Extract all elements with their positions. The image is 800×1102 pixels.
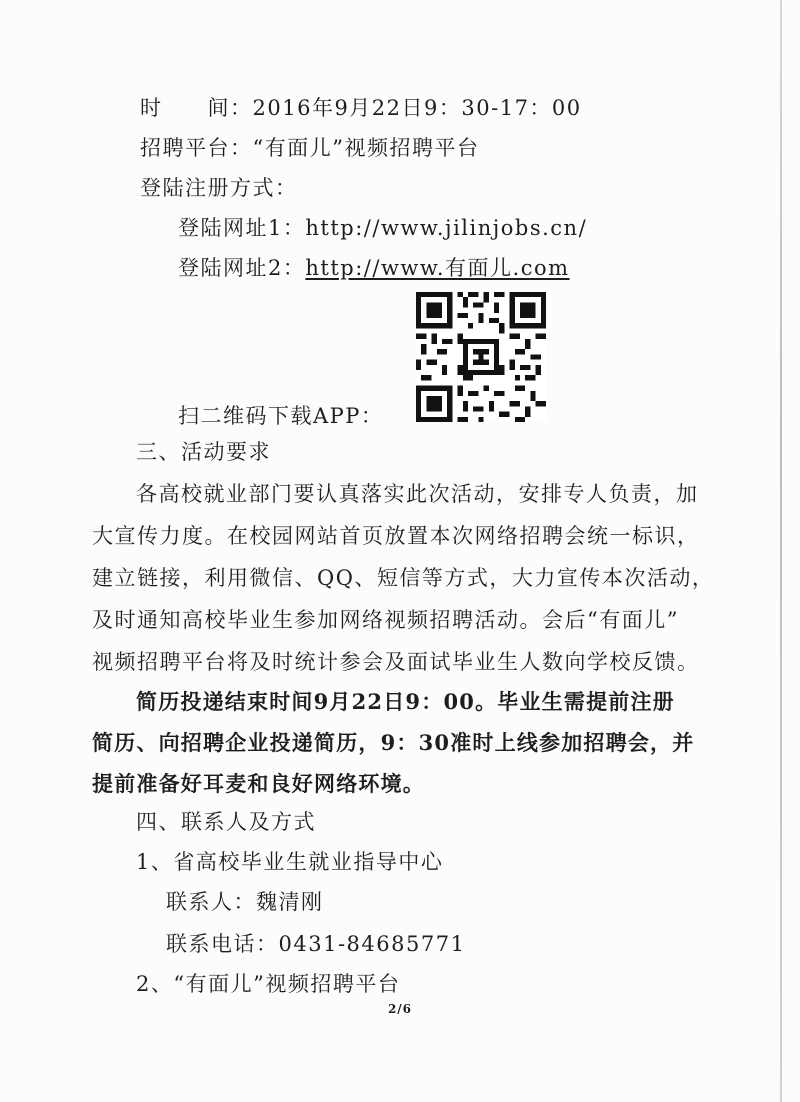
section3-title: 三、活动要求 — [136, 440, 271, 464]
time-label: 时 间： — [140, 96, 253, 120]
platform-line — [140, 134, 479, 162]
para2-line: 提前准备好耳麦和良好网络环境。 — [92, 771, 425, 796]
para1-line: 建立链接，利用微信、QQ、短信等方式，大力宣传本次活动， — [92, 566, 715, 590]
contact1-person: 联系人：魏清刚 — [166, 890, 324, 914]
para1-line: 视频招聘平台将及时统计参会及面试毕业生人数向学校反馈。 — [92, 650, 700, 674]
site2-url[interactable]: http://www.有面儿.com — [305, 256, 570, 280]
site1-url[interactable]: http://www.jilinjobs.cn/ — [305, 216, 588, 240]
register-heading: 登陆注册方式： — [140, 176, 298, 200]
para1-line: 各高校就业部门要认真落实此次活动，安排专人负责，加 — [136, 482, 699, 506]
event-time-line — [140, 94, 582, 122]
qr-code-icon — [416, 292, 546, 422]
para1-line: 及时通知高校毕业生参加网络视频招聘活动。会后“有面儿” — [92, 608, 679, 632]
time-value: 2016年9月22日9：30-17：00 — [252, 96, 582, 120]
site2-label: 登陆网址2： — [178, 256, 306, 280]
platform-value: “有面儿”视频招聘平台 — [252, 136, 480, 160]
site1-line — [178, 214, 587, 242]
site1-label: 登陆网址1： — [178, 216, 306, 240]
para2-line: 简历投递结束时间9月22日9：00。毕业生需提前注册 — [136, 689, 675, 714]
site2-line — [178, 254, 570, 282]
para1-line: 大宣传力度。在校园网站首页放置本次网络招聘会统一标识， — [92, 524, 700, 548]
platform-label: 招聘平台： — [140, 136, 253, 160]
contact1-title: 1、省高校毕业生就业指导中心 — [136, 850, 444, 874]
para2-line: 简历、向招聘企业投递简历，9：30准时上线参加招聘会，并 — [92, 730, 695, 755]
section4-title: 四、联系人及方式 — [136, 810, 316, 834]
page-edge — [780, 0, 782, 1102]
contact2-title: 2、“有面儿”视频招聘平台 — [136, 972, 401, 996]
qr-caption: 扫二维码下载APP： — [178, 404, 384, 428]
page-number: 2/6 — [387, 1002, 413, 1016]
contact1-phone: 联系电话：0431-84685771 — [166, 932, 466, 956]
